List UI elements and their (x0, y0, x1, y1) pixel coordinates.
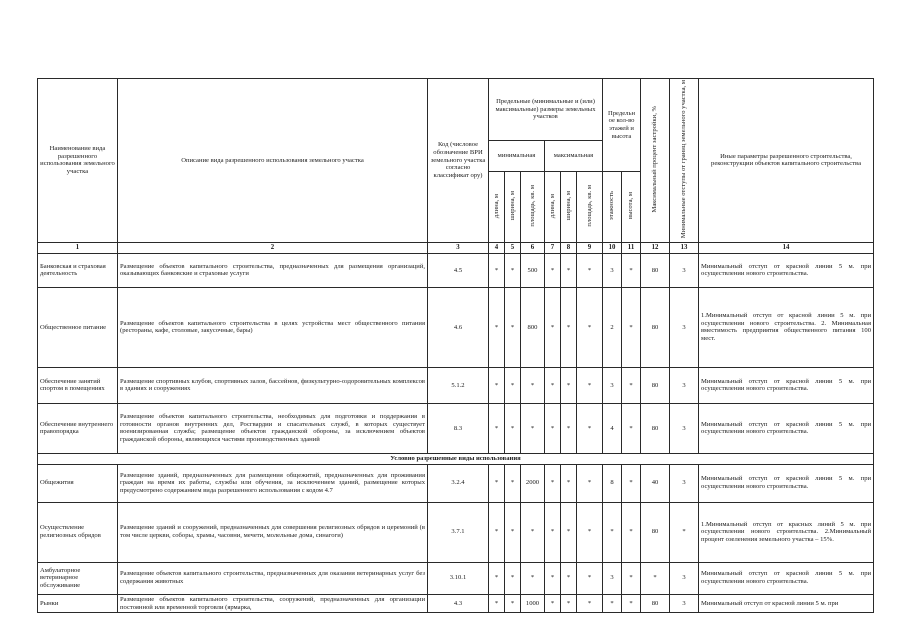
value-cell: 3 (670, 367, 699, 403)
value-cell: 80 (641, 502, 670, 562)
use-code-cell: 4.5 (428, 253, 489, 287)
other-params-cell: Минимальный отступ от красной линии 5 м. при (699, 594, 874, 613)
value-cell: * (545, 403, 561, 453)
value-cell: 80 (641, 253, 670, 287)
value-cell: 3 (670, 562, 699, 594)
value-cell: * (561, 367, 577, 403)
header-code: Код (числовое обозначение ВРИ земельного участка согласно классификат ору) (428, 79, 489, 243)
value-cell: * (577, 464, 603, 502)
value-cell: * (561, 253, 577, 287)
value-cell: 2000 (521, 464, 545, 502)
use-code-cell: 3.2.4 (428, 464, 489, 502)
value-cell: * (545, 562, 561, 594)
value-cell: * (577, 502, 603, 562)
value-cell: * (561, 287, 577, 367)
use-code-cell: 5.1.2 (428, 367, 489, 403)
conditional-uses-body (38, 464, 874, 613)
value-cell: 40 (641, 464, 670, 502)
header-area-max: площадь, кв. м (577, 172, 603, 243)
other-params-cell: 1.Минимальный отступ от красной линии 5 м. при осуществлении нового строительства. 2. Минимальная вместимость предприятия общественного питания 100 мест. (699, 287, 874, 367)
header-length-min: длина, м (489, 172, 505, 243)
column-number: 5 (505, 242, 521, 253)
column-number: 8 (561, 242, 577, 253)
value-cell: 3 (670, 253, 699, 287)
table-row (38, 253, 874, 287)
value-cell: * (622, 562, 641, 594)
table-row (38, 464, 874, 502)
column-number: 12 (641, 242, 670, 253)
value-cell: * (622, 502, 641, 562)
column-numbers-row (38, 242, 874, 253)
value-cell: 800 (521, 287, 545, 367)
value-cell: * (505, 594, 521, 613)
value-cell: * (603, 594, 622, 613)
table-row (38, 562, 874, 594)
value-cell: 3 (670, 287, 699, 367)
column-number: 7 (545, 242, 561, 253)
header-name: Наименование вида разрешенного использования земельного участка (38, 79, 118, 243)
value-cell: * (505, 253, 521, 287)
use-description-cell: Размещение объектов капитального строительства в целях устройства мест общественного питания (рестораны, кафе, столовые, закусочные, бары) (118, 287, 428, 367)
column-number: 11 (622, 242, 641, 253)
use-code-cell: 8.3 (428, 403, 489, 453)
value-cell: * (561, 594, 577, 613)
value-cell: 500 (521, 253, 545, 287)
header-maximal: максимальная (545, 141, 603, 172)
header-limits: Предельные (минимальные и (или) максимальные) размеры земельных участков (489, 79, 603, 141)
value-cell: * (561, 562, 577, 594)
column-number: 13 (670, 242, 699, 253)
value-cell: * (577, 367, 603, 403)
header-description: Описание вида разрешенного использования земельного участка (118, 79, 428, 243)
use-name-cell: Рынки (38, 594, 118, 613)
value-cell: * (545, 464, 561, 502)
use-name-cell: Обеспечение занятий спортом в помещениях (38, 367, 118, 403)
value-cell: 80 (641, 287, 670, 367)
use-code-cell: 4.3 (428, 594, 489, 613)
value-cell: 2 (603, 287, 622, 367)
use-name-cell: Осуществление религиозных обрядов (38, 502, 118, 562)
value-cell: 8 (603, 464, 622, 502)
use-description-cell: Размещение объектов капитального строительства, сооружений, предназначенных для организации постоянной или временной торговли (ярмарка, (118, 594, 428, 613)
document-page (37, 78, 873, 613)
value-cell: 3 (603, 367, 622, 403)
use-name-cell: Амбулаторное ветеринарное обслуживание (38, 562, 118, 594)
table-row (38, 367, 874, 403)
use-description-cell: Размещение объектов капитального строительства, предназначенных для размещения организаций, оказывающих банковские и страховые услуги (118, 253, 428, 287)
value-cell: * (545, 502, 561, 562)
value-cell: 3 (603, 562, 622, 594)
section-title: Условно разрешенные виды использования (38, 453, 874, 464)
value-cell: * (489, 287, 505, 367)
column-number: 14 (699, 242, 874, 253)
value-cell: * (545, 367, 561, 403)
value-cell: * (622, 253, 641, 287)
value-cell: * (577, 562, 603, 594)
column-number: 10 (603, 242, 622, 253)
value-cell: * (577, 594, 603, 613)
other-params-cell: Минимальный отступ от красной линии 5 м. при осуществлении нового строительства. (699, 403, 874, 453)
use-description-cell: Размещение объектов капитального строительства, необходимых для подготовки и поддержания в готовности органов внутренних дел, Росгвардии и спасательных служб, в которых существует военизированная служба; размещение объектов гражданской обороны, за исключением объектов гражданской обороны, являющихся частями производственных зданий (118, 403, 428, 453)
land-use-table (37, 78, 874, 613)
value-cell: * (505, 464, 521, 502)
use-description-cell: Размещение зданий, предназначенных для размещения общежитий, предназначенных для проживания граждан на время их работы, службы или обучения, за исключением зданий, размещение которых предусмотрено содержанием вида разрешенного использования с кодом 4.7 (118, 464, 428, 502)
header-length-max: длина, м (545, 172, 561, 243)
use-name-cell: Обеспечение внутреннего правопорядка (38, 403, 118, 453)
value-cell: * (577, 403, 603, 453)
use-description-cell: Размещение спортивных клубов, спортивных залов, бассейнов, физкультурно-оздоровительных комплексов в зданиях и сооружениях (118, 367, 428, 403)
other-params-cell: 1.Минимальный отступ от красных линий 5 м. при осуществлении нового строительства. 2.Минимальный процент озеленения земельного участка – 15%. (699, 502, 874, 562)
value-cell: * (489, 594, 505, 613)
column-number: 3 (428, 242, 489, 253)
value-cell: * (521, 502, 545, 562)
value-cell: 80 (641, 367, 670, 403)
column-number: 1 (38, 242, 118, 253)
use-description-cell: Размещение зданий и сооружений, предназначенных для совершения религиозных обрядов и церемоний (в том числе церкви, соборы, храмы, часовни, мечети, молельные дома, синагоги) (118, 502, 428, 562)
use-code-cell: 4.6 (428, 287, 489, 367)
value-cell: * (505, 403, 521, 453)
value-cell: * (622, 403, 641, 453)
use-code-cell: 3.7.1 (428, 502, 489, 562)
value-cell: * (603, 502, 622, 562)
other-params-cell: Минимальный отступ от красной линии 5 м. при осуществлении нового строительства. (699, 464, 874, 502)
use-description-cell: Размещение объектов капитального строительства, предназначенных для оказания ветеринарных услуг без содержания животных (118, 562, 428, 594)
value-cell: * (561, 464, 577, 502)
header-minimal: минимальная (489, 141, 545, 172)
value-cell: * (670, 502, 699, 562)
use-code-cell: 3.10.1 (428, 562, 489, 594)
value-cell: * (505, 287, 521, 367)
value-cell: 80 (641, 594, 670, 613)
header-min-setback: Минимальные отступы от границ земельного участка, м (670, 79, 699, 243)
other-params-cell: Минимальный отступ от красной линии 5 м. при осуществлении нового строительства. (699, 253, 874, 287)
value-cell: * (577, 253, 603, 287)
value-cell: * (561, 403, 577, 453)
value-cell: * (505, 502, 521, 562)
column-number: 6 (521, 242, 545, 253)
value-cell: * (489, 367, 505, 403)
value-cell: * (489, 502, 505, 562)
header-width-max: ширина, м (561, 172, 577, 243)
header-other: Иные параметры разрешенного строительства, реконструкции объектов капитального строительства (699, 79, 874, 243)
column-number: 2 (118, 242, 428, 253)
value-cell: * (622, 464, 641, 502)
other-params-cell: Минимальный отступ от красной линии 5 м. при осуществлении нового строительства. (699, 367, 874, 403)
value-cell: * (545, 253, 561, 287)
table-row (38, 594, 874, 613)
header-width-min: ширина, м (505, 172, 521, 243)
value-cell: * (577, 287, 603, 367)
value-cell: * (505, 562, 521, 594)
value-cell: * (489, 464, 505, 502)
value-cell: 3 (670, 594, 699, 613)
value-cell: * (521, 367, 545, 403)
table-row (38, 403, 874, 453)
header-area-min: площадь, кв. м (521, 172, 545, 243)
section-row (38, 453, 874, 464)
value-cell: * (489, 403, 505, 453)
use-name-cell: Банковская и страховая деятельность (38, 253, 118, 287)
value-cell: * (561, 502, 577, 562)
other-params-cell: Минимальный отступ от красной линии 5 м. при осуществлении нового строительства. (699, 562, 874, 594)
value-cell: * (521, 403, 545, 453)
header-height: высота, м (622, 172, 641, 243)
value-cell: * (489, 562, 505, 594)
value-cell: 80 (641, 403, 670, 453)
value-cell: * (521, 562, 545, 594)
use-name-cell: Общежития (38, 464, 118, 502)
value-cell: * (622, 287, 641, 367)
value-cell: * (641, 562, 670, 594)
table-row (38, 502, 874, 562)
value-cell: 3 (670, 403, 699, 453)
value-cell: * (505, 367, 521, 403)
value-cell: * (489, 253, 505, 287)
table-row (38, 287, 874, 367)
column-number: 4 (489, 242, 505, 253)
value-cell: * (622, 594, 641, 613)
value-cell: * (545, 594, 561, 613)
value-cell: 3 (603, 253, 622, 287)
header-floors-group: Предельн ое кол-во этажей и высота (603, 79, 641, 172)
header-max-percent: Максимальный процент застройки, % (641, 79, 670, 243)
value-cell: 1000 (521, 594, 545, 613)
main-uses-body (38, 253, 874, 453)
value-cell: 4 (603, 403, 622, 453)
value-cell: * (545, 287, 561, 367)
value-cell: 3 (670, 464, 699, 502)
header-floors: этажность (603, 172, 622, 243)
use-name-cell: Общественное питание (38, 287, 118, 367)
column-number: 9 (577, 242, 603, 253)
value-cell: * (622, 367, 641, 403)
